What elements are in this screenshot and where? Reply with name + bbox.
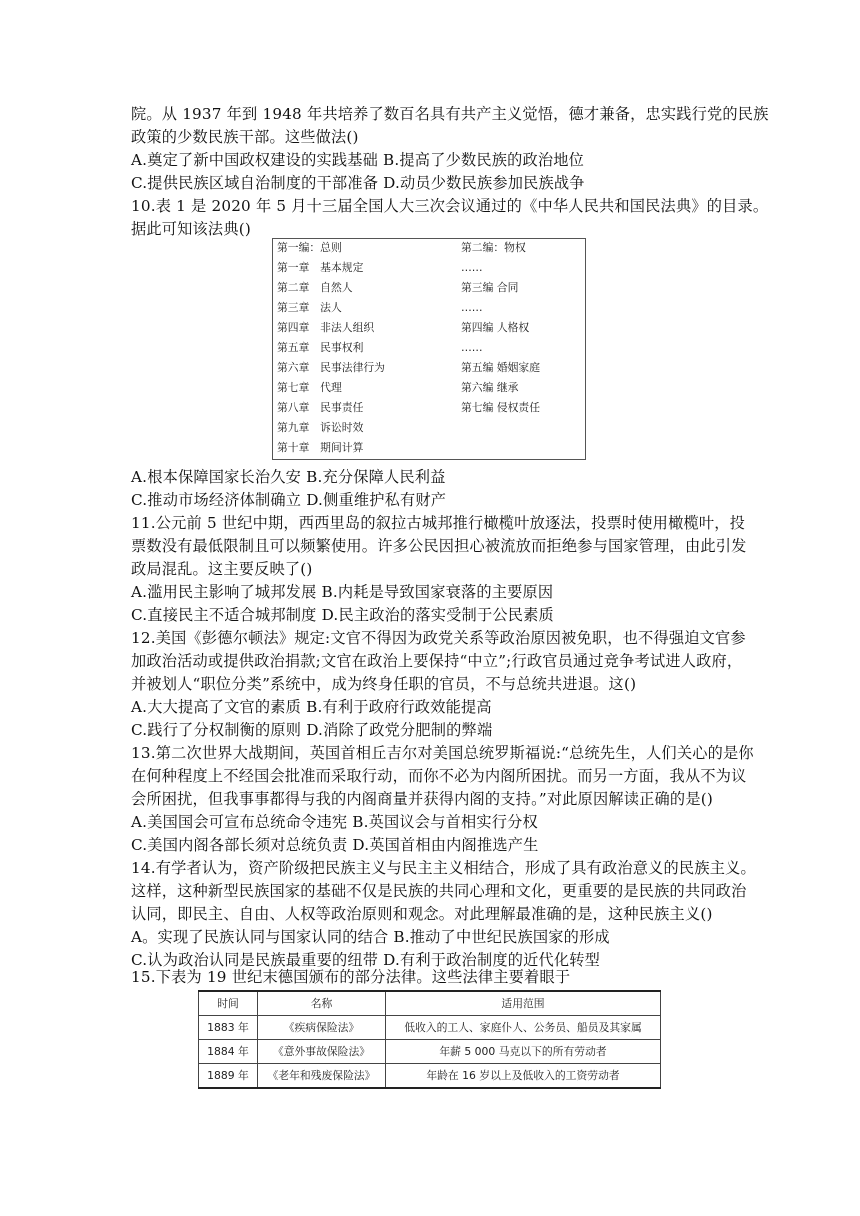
text-line: 政局混乱。这主要反映了() <box>131 560 313 578</box>
table-cell: 《老年和残废保险法》 <box>258 1064 386 1089</box>
option-line: C.提供民族区域自治制度的干部准备 D.动员少数民族参加民族战争 <box>131 174 585 192</box>
question-13-stem: 13.第二次世界大战期间，英国首相丘吉尔对美国总统罗斯福说:“总统先生，人们关心的是你 <box>131 744 754 762</box>
toc-left-item: 第三章 法人 <box>277 301 342 314</box>
toc-right-item: 第六编 继承 <box>461 381 519 394</box>
toc-right-item: 第三编 合同 <box>461 281 519 294</box>
option-line: A.大大提高了文官的素质 B.有利于政府行政效能提高 <box>131 698 492 716</box>
toc-left-item: 第二章 自然人 <box>277 281 353 294</box>
toc-right-item: …… <box>461 301 483 314</box>
toc-left-item: 第四章 非法人组织 <box>277 321 375 334</box>
table-row <box>199 1040 661 1064</box>
text-line: 票数没有最低限制且可以频繁使用。许多公民因担心被流放而拒绝参与国家管理，由此引发 <box>131 537 747 555</box>
option-line: C.直接民主不适合城邦制度 D.民主政治的落实受制于公民素质 <box>131 606 554 624</box>
text-line: 这样，这种新型民族国家的基础不仅是民族的共同心理和文化，更重要的是民族的共同政治 <box>131 882 747 900</box>
option-line: C.践行了分权制衡的原则 D.消除了政党分肥制的弊端 <box>131 721 493 739</box>
table-cell: 1889 年 <box>199 1064 258 1089</box>
toc-right-item: 第二编：物权 <box>461 241 526 254</box>
toc-left-item: 第八章 民事责任 <box>277 401 364 414</box>
option-line: A.奠定了新中国政权建设的实践基础 B.提高了少数民族的政治地位 <box>131 151 585 169</box>
text-line: 加政治活动或提供政治捐款;文官在政治上要保持“中立”;行政官员通过竞争考试进人政府， <box>131 652 743 670</box>
text-line: 院。从 1937 年到 1948 年共培养了数百名具有共产主义觉悟，德才兼备，忠实践行党的民族 <box>131 105 769 123</box>
text-line: 并被划人“职位分类”系统中，成为终身任职的官员，不与总统共进退。这() <box>131 675 637 693</box>
table-cell: 年薪 5 000 马克以下的所有劳动者 <box>386 1040 661 1064</box>
toc-right-item: …… <box>461 261 483 274</box>
text-line: 据此可知该法典() <box>131 220 251 238</box>
toc-left-item: 第六章 民事法律行为 <box>277 361 385 374</box>
table-header-cell: 名称 <box>258 991 386 1016</box>
toc-right-item: 第四编 人格权 <box>461 321 530 334</box>
option-line: A.根本保障国家长治久安 B.充分保障人民利益 <box>131 468 446 486</box>
table-row <box>199 1064 661 1089</box>
text-line: 认同，即民主、自由、人权等政治原则和观念。对此理解最准确的是，这种民族主义() <box>131 905 713 923</box>
civil-code-toc-table <box>272 238 586 460</box>
table-cell: 《疾病保险法》 <box>258 1016 386 1040</box>
table-header-cell: 适用范围 <box>386 991 661 1016</box>
text-line: 在何种程度上不经国会批准而采取行动，而你不必为内阁所困扰。而另一方面，我从不为议 <box>131 767 747 785</box>
toc-left-item: 第十章 期间计算 <box>277 441 364 454</box>
toc-right-item: …… <box>461 341 483 354</box>
question-11-stem: 11.公元前 5 世纪中期，西西里岛的叙拉古城邦推行橄榄叶放逐法，投票时使用橄榄叶，投 <box>131 514 746 532</box>
toc-left-item: 第七章 代理 <box>277 381 342 394</box>
option-line: C.认为政治认同是民族最重要的纽带 D.有利于政治制度的近代化转型 <box>131 951 601 969</box>
option-line: A.滥用民主影响了城邦发展 B.内耗是导致国家衰落的主要原因 <box>131 583 554 601</box>
option-line: C.美国内阁各部长须对总统负责 D.英国首相由内阁推选产生 <box>131 836 539 854</box>
german-laws-table <box>198 990 661 1089</box>
toc-left-item: 第一编：总则 <box>277 241 342 254</box>
question-14-stem: 14.有学者认为，资产阶级把民族主义与民主主义相结合，形成了具有政治意义的民族主义。 <box>131 859 756 877</box>
table-row <box>199 1016 661 1040</box>
toc-left-item: 第一章 基本规定 <box>277 261 364 274</box>
text-line: 会所困扰，但我事事都得与我的内阁商量并获得内阁的支持。”对此原因解读正确的是() <box>131 790 713 808</box>
table-cell: 低收入的工人、家庭仆人、公务员、船员及其家属 <box>386 1016 661 1040</box>
option-line: A.美国国会可宣布总统命令违宪 B.英国议会与首相实行分权 <box>131 813 538 831</box>
option-line: A。实现了民族认同与国家认同的结合 B.推动了中世纪民族国家的形成 <box>131 928 610 946</box>
toc-right-item: 第五编 婚姻家庭 <box>461 361 541 374</box>
table-cell: 年龄在 16 岁以上及低收入的工资劳动者 <box>386 1064 661 1089</box>
toc-left-item: 第九章 诉讼时效 <box>277 421 364 434</box>
question-12-stem: 12.美国《彭德尔顿法》规定:文官不得因为政党关系等政治原因被免职，也不得强迫文官参 <box>131 629 746 647</box>
question-15-stem: 15.下表为 19 世纪末德国颁布的部分法律。这些法律主要着眼于 <box>131 968 571 986</box>
table-cell: 1883 年 <box>199 1016 258 1040</box>
question-10-stem: 10.表 1 是 2020 年 5 月十三届全国人大三次会议通过的《中华人民共和国民法典》的目录。 <box>131 197 769 215</box>
table-header-row <box>199 991 661 1016</box>
table-cell: 《意外事故保险法》 <box>258 1040 386 1064</box>
table-header-cell: 时间 <box>199 991 258 1016</box>
option-line: C.推动市场经济体制确立 D.侧重维护私有财产 <box>131 491 447 509</box>
table-cell: 1884 年 <box>199 1040 258 1064</box>
text-line: 政策的少数民族干部。这些做法() <box>131 128 359 146</box>
toc-right-item: 第七编 侵权责任 <box>461 401 541 414</box>
toc-left-item: 第五章 民事权利 <box>277 341 364 354</box>
